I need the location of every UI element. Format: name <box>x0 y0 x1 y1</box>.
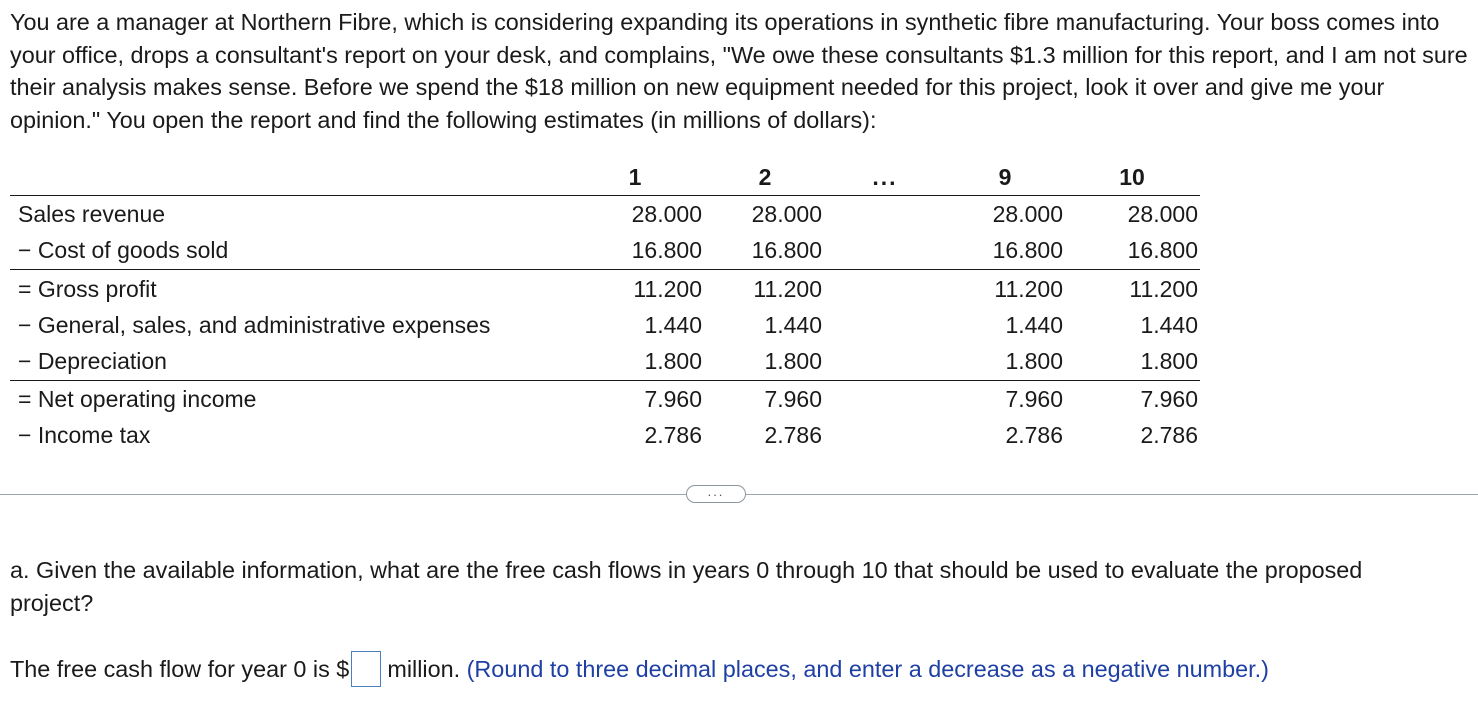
row-label: Sales revenue <box>18 201 166 227</box>
cell-value: 1.440 <box>764 312 822 338</box>
cell-value: 11.200 <box>633 276 702 302</box>
cell-value: 7.960 <box>1140 386 1198 412</box>
answer-line <box>10 648 1269 686</box>
cell-value: 28.000 <box>631 201 702 227</box>
cell-value: 1.440 <box>1140 312 1198 338</box>
cell-value: 16.800 <box>1127 237 1198 263</box>
row-label: − Depreciation <box>18 348 167 374</box>
table-row <box>10 418 1200 452</box>
table-row <box>10 233 1200 267</box>
cell-value: 2.786 <box>1005 422 1063 448</box>
table-row <box>10 272 1200 306</box>
col-header-year-2: 2 <box>758 164 772 190</box>
cell-value: 7.960 <box>1005 386 1063 412</box>
row-label: = Net operating income <box>18 386 257 412</box>
cell-value: 16.800 <box>992 237 1063 263</box>
cell-value: 7.960 <box>644 386 702 412</box>
col-header-ellipsis: ... <box>872 164 898 190</box>
cell-value: 2.786 <box>764 422 822 448</box>
row-label: − Income tax <box>18 422 151 448</box>
cell-value: 28.000 <box>751 201 822 227</box>
cell-value: 1.800 <box>1005 348 1063 374</box>
cell-value: 2.786 <box>644 422 702 448</box>
cell-value: 1.440 <box>644 312 702 338</box>
row-label: − General, sales, and administrative expenses <box>18 312 491 338</box>
col-header-year-9: 9 <box>998 164 1012 190</box>
subtotal-rule <box>10 380 1200 381</box>
cell-value: 28.000 <box>992 201 1063 227</box>
cell-value: 1.440 <box>1005 312 1063 338</box>
table-row <box>10 308 1200 342</box>
cell-value: 2.786 <box>1140 422 1198 448</box>
answer-suffix: million. <box>387 655 461 682</box>
answer-prefix: The free cash flow for year 0 is $ <box>10 655 350 682</box>
header-rule <box>10 195 1200 196</box>
question-a: a. Given the available information, what are the free cash flows in years 0 through 10 that should be used to evaluate the proposed project? <box>10 557 1363 616</box>
cell-value: 28.000 <box>1127 201 1198 227</box>
table-row <box>10 344 1200 378</box>
problem-intro: You are a manager at Northern Fibre, which is considering expanding its operations in synthetic fibre manufacturing. Your boss comes into your office, drops a consultant's report on your desk, and complains, "We owe these consultants $1.3 million for this report, and I am not sure their analysis makes sense. Before we spend the $18 million on new equipment needed for this project, look it over and give me your opinion." You open the report and find the following estimates (in millions of dollars): <box>10 9 1468 133</box>
subtotal-rule <box>10 269 1200 270</box>
cell-value: 11.200 <box>1129 276 1198 302</box>
cell-value: 7.960 <box>764 386 822 412</box>
cell-value: 1.800 <box>764 348 822 374</box>
rounding-hint: (Round to three decimal places, and enter a decrease as a negative number.) <box>466 655 1269 682</box>
cell-value: 11.200 <box>753 276 822 302</box>
col-header-year-10: 10 <box>1119 164 1145 190</box>
year-0-fcf-input[interactable] <box>351 651 381 687</box>
cell-value: 1.800 <box>1140 348 1198 374</box>
cell-value: 1.800 <box>644 348 702 374</box>
cell-value: 11.200 <box>994 276 1063 302</box>
table-header-row <box>10 160 1200 194</box>
row-label: − Cost of goods sold <box>18 237 229 263</box>
col-header-year-1: 1 <box>628 164 642 190</box>
table-row <box>10 197 1200 231</box>
table-row <box>10 382 1200 416</box>
expand-more-button[interactable]: ... <box>686 485 746 503</box>
row-label: = Gross profit <box>18 276 157 302</box>
cell-value: 16.800 <box>751 237 822 263</box>
cell-value: 16.800 <box>631 237 702 263</box>
income-estimates-table <box>10 160 1200 460</box>
